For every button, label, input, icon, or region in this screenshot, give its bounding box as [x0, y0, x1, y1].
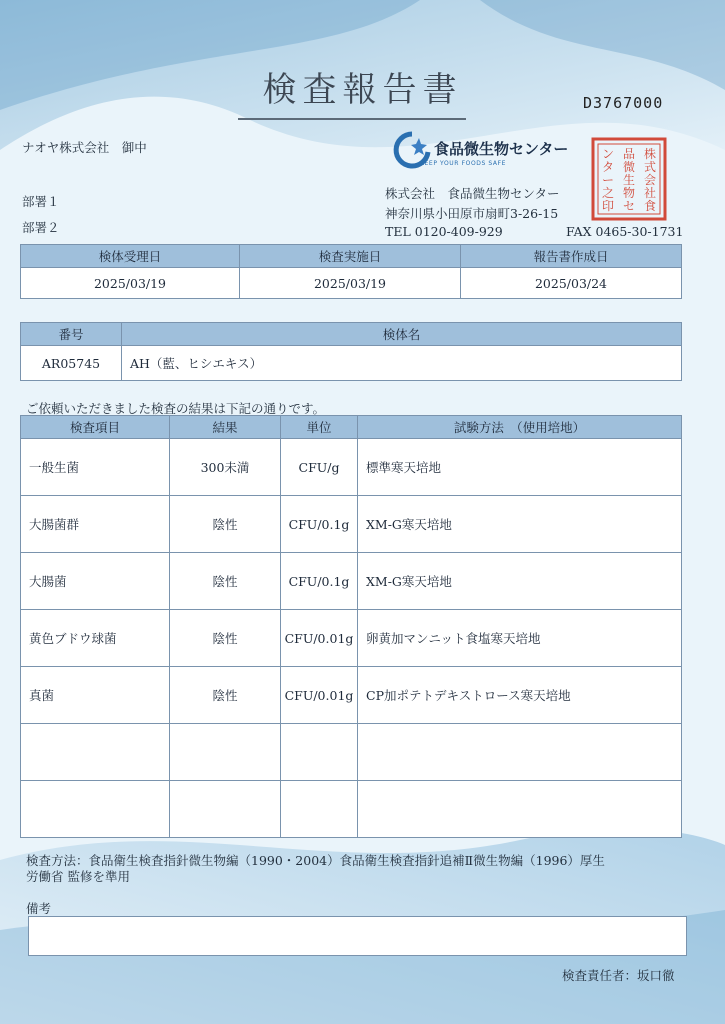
table-row: [21, 610, 682, 667]
logo-name: 食品微生物センター: [434, 140, 569, 158]
dates-header-row: [21, 245, 682, 268]
seal-glyph: 食: [643, 199, 657, 213]
empty-cell: [21, 781, 170, 838]
empty-cell: [358, 781, 682, 838]
report-date-header: 報告書作成日: [461, 245, 682, 268]
test-result: 陰性: [170, 496, 281, 553]
empty-cell: [358, 724, 682, 781]
test-result: 陰性: [170, 553, 281, 610]
company-logo: [392, 130, 572, 174]
remarks-label: 備考: [26, 901, 52, 916]
issuer-fax: FAX 0465-30-1731: [566, 224, 684, 239]
seal-glyph: 微: [622, 160, 636, 174]
seal-glyph: 会: [643, 173, 657, 187]
table-row: [21, 439, 682, 496]
logo-tagline: KEEP YOUR FOODS SAFE: [420, 160, 507, 167]
unit-header: 単位: [281, 416, 358, 439]
received-date: 2025/03/19: [21, 268, 240, 299]
seal-glyph: 之: [601, 186, 615, 200]
seal-glyph: 生: [622, 173, 636, 187]
empty-cell: [170, 781, 281, 838]
table-row-empty: [21, 781, 682, 838]
table-row-empty: [21, 724, 682, 781]
test-unit: CFU/0.1g: [281, 496, 358, 553]
specimen-number: AR05745: [21, 346, 122, 381]
report-date: 2025/03/24: [461, 268, 682, 299]
test-method: CP加ポテトデキストロース寒天培地: [358, 667, 682, 724]
test-unit: CFU/0.01g: [281, 667, 358, 724]
test-method: 標準寒天培地: [358, 439, 682, 496]
test-date-header: 検査実施日: [240, 245, 461, 268]
empty-cell: [281, 781, 358, 838]
seal-glyph: 株: [643, 147, 657, 161]
table-row: [21, 667, 682, 724]
department-1: 部署１: [22, 194, 60, 209]
test-date: 2025/03/19: [240, 268, 461, 299]
method-note-line-2: 労働省 監修を準用: [26, 869, 130, 884]
remarks-box: [28, 916, 687, 956]
document-number: D3767000: [583, 94, 664, 112]
item-header: 検査項目: [21, 416, 170, 439]
issuer-company: 株式会社 食品微生物センター: [385, 186, 560, 201]
test-method: XM-G寒天培地: [358, 496, 682, 553]
specimen-number-header: 番号: [21, 323, 122, 346]
issuer-tel: TEL 0120-409-929: [385, 224, 503, 239]
specimen-header-row: [21, 323, 682, 346]
empty-cell: [170, 724, 281, 781]
empty-cell: [281, 724, 358, 781]
intro-text: ご依頼いただきました検査の結果は下記の通りです。: [26, 401, 326, 416]
seal-glyph: 物: [622, 186, 636, 200]
test-item: 大腸菌: [21, 553, 170, 610]
seal-glyph: セ: [622, 199, 636, 213]
seal-glyph: 印: [601, 199, 615, 213]
test-item: 真菌: [21, 667, 170, 724]
inspector: 検査責任者：坂口徹: [562, 968, 675, 983]
issuer-address: 神奈川県小田原市扇町3-26-15: [385, 206, 559, 221]
method-header: 試験方法 （使用培地）: [358, 416, 682, 439]
test-unit: CFU/g: [281, 439, 358, 496]
recipient: ナオヤ株式会社 御中: [22, 140, 147, 155]
test-unit: CFU/0.01g: [281, 610, 358, 667]
test-result: 陰性: [170, 610, 281, 667]
seal-glyph: 品: [622, 147, 636, 161]
title-underline: [238, 118, 466, 120]
received-date-header: 検体受理日: [21, 245, 240, 268]
seal-glyph: ン: [601, 147, 615, 161]
test-result: 陰性: [170, 667, 281, 724]
result-header: 結果: [170, 416, 281, 439]
results-header-row: [21, 416, 682, 439]
seal-glyph: 式: [643, 160, 657, 174]
page-title: 検査報告書: [262, 70, 463, 110]
test-item: 大腸菌群: [21, 496, 170, 553]
specimen-name: AH（藍、ヒシエキス）: [122, 346, 682, 381]
test-method: XM-G寒天培地: [358, 553, 682, 610]
test-item: 黄色ブドウ球菌: [21, 610, 170, 667]
dates-table: [20, 244, 682, 299]
test-method: 卵黄加マンニット食塩寒天培地: [358, 610, 682, 667]
table-row: [21, 496, 682, 553]
method-note-line-1: 検査方法：食品衛生検査指針微生物編（1990・2004）食品衛生検査指針追補Ⅱ微生物編（1996）厚生: [26, 853, 605, 868]
test-item: 一般生菌: [21, 439, 170, 496]
test-unit: CFU/0.1g: [281, 553, 358, 610]
empty-cell: [21, 724, 170, 781]
dates-value-row: [21, 268, 682, 299]
results-table: [20, 415, 682, 838]
specimen-table: [20, 322, 682, 381]
company-seal-stamp: [590, 136, 668, 222]
test-result: 300未満: [170, 439, 281, 496]
table-row: [21, 553, 682, 610]
department-2: 部署２: [22, 220, 60, 235]
seal-glyph: 社: [643, 186, 657, 200]
specimen-name-header: 検体名: [122, 323, 682, 346]
seal-glyph: ー: [601, 173, 615, 187]
specimen-value-row: [21, 346, 682, 381]
seal-glyph: タ: [601, 160, 615, 174]
